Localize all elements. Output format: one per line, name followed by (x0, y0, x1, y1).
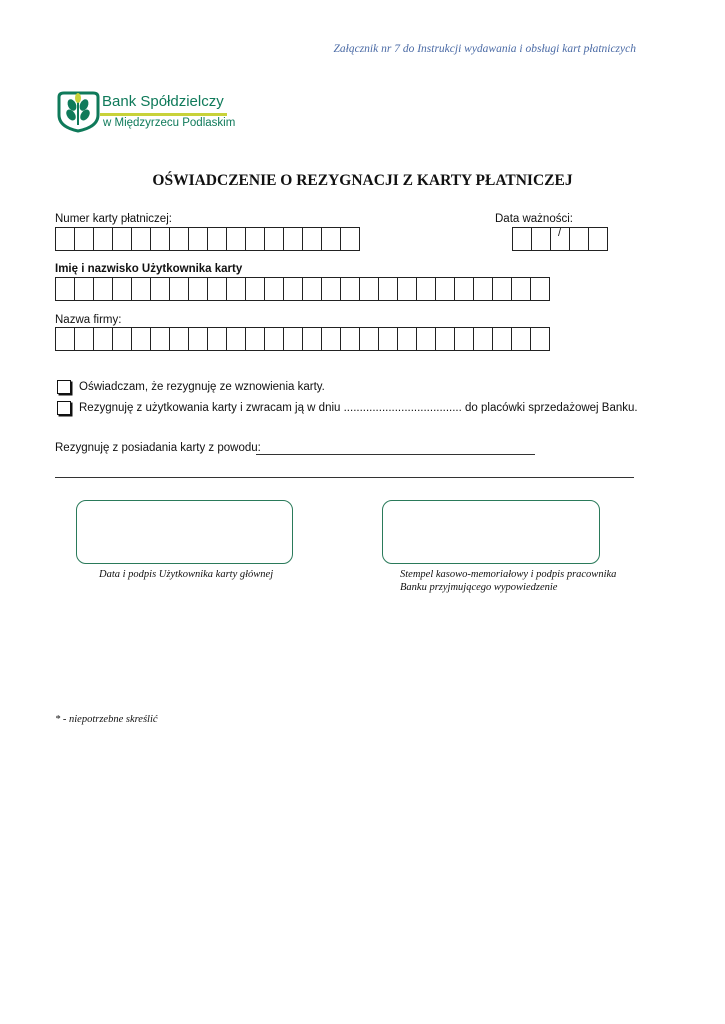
input-cell[interactable] (530, 277, 550, 301)
input-cell[interactable] (93, 277, 113, 301)
input-cell[interactable] (207, 277, 227, 301)
input-cell[interactable] (245, 327, 265, 351)
input-cell[interactable] (150, 277, 170, 301)
company-name-field[interactable] (55, 327, 549, 351)
input-cell[interactable] (530, 327, 550, 351)
input-cell[interactable] (550, 227, 570, 251)
input-cell[interactable] (473, 327, 493, 351)
footnote: * - niepotrzebne skreślić (55, 714, 158, 725)
input-cell[interactable] (302, 277, 322, 301)
input-cell[interactable] (397, 327, 417, 351)
input-cell[interactable] (340, 327, 360, 351)
input-cell[interactable] (264, 277, 284, 301)
option-no-renewal[interactable] (57, 380, 325, 394)
bank-city: w Międzyrzecu Podlaskim (103, 117, 236, 129)
input-cell[interactable] (416, 327, 436, 351)
input-cell[interactable] (378, 277, 398, 301)
input-cell[interactable] (93, 227, 113, 251)
input-cell[interactable] (55, 227, 75, 251)
expiry-label: Data ważności: (495, 213, 573, 225)
input-cell[interactable] (321, 277, 341, 301)
input-cell[interactable] (492, 327, 512, 351)
checkbox-icon[interactable] (57, 380, 71, 394)
input-cell[interactable] (55, 327, 75, 351)
bank-stamp-box[interactable] (382, 500, 600, 564)
input-cell[interactable] (569, 227, 589, 251)
input-cell[interactable] (302, 227, 322, 251)
reason-line-2[interactable] (55, 477, 634, 478)
reason-label: Rezygnuję z posiadania karty z powodu: (55, 442, 261, 454)
company-name-label: Nazwa firmy: (55, 314, 122, 326)
input-cell[interactable] (283, 327, 303, 351)
input-cell[interactable] (283, 277, 303, 301)
input-cell[interactable] (245, 277, 265, 301)
input-cell[interactable] (112, 227, 132, 251)
input-cell[interactable] (283, 227, 303, 251)
input-cell[interactable] (340, 227, 360, 251)
input-cell[interactable] (340, 277, 360, 301)
input-cell[interactable] (416, 277, 436, 301)
input-cell[interactable] (378, 327, 398, 351)
input-cell[interactable] (359, 327, 379, 351)
input-cell[interactable] (188, 327, 208, 351)
input-cell[interactable] (74, 227, 94, 251)
input-cell[interactable] (112, 327, 132, 351)
input-cell[interactable] (74, 327, 94, 351)
input-cell[interactable] (226, 277, 246, 301)
card-number-field[interactable] (55, 227, 359, 251)
input-cell[interactable] (397, 277, 417, 301)
input-cell[interactable] (131, 227, 151, 251)
input-cell[interactable] (226, 227, 246, 251)
input-cell[interactable] (264, 327, 284, 351)
input-cell[interactable] (150, 227, 170, 251)
logo-divider (100, 113, 227, 116)
checkbox-icon[interactable] (57, 401, 71, 415)
reason-line-1[interactable] (256, 454, 535, 455)
input-cell[interactable] (321, 227, 341, 251)
option-no-renewal-text: Oświadczam, że rezygnuję ze wznowienia karty. (79, 381, 325, 393)
input-cell[interactable] (302, 327, 322, 351)
user-signature-caption: Data i podpis Użytkownika karty głównej (99, 569, 274, 580)
input-cell[interactable] (588, 227, 608, 251)
input-cell[interactable] (169, 227, 189, 251)
input-cell[interactable] (245, 227, 265, 251)
input-cell[interactable] (454, 327, 474, 351)
input-cell[interactable] (435, 327, 455, 351)
attachment-note: Załącznik nr 7 do Instrukcji wydawania i obsługi kart płatniczych (333, 43, 636, 55)
input-cell[interactable] (169, 277, 189, 301)
input-cell[interactable] (511, 327, 531, 351)
input-cell[interactable] (169, 327, 189, 351)
expiry-field[interactable] (512, 227, 607, 251)
input-cell[interactable] (454, 277, 474, 301)
input-cell[interactable] (359, 277, 379, 301)
input-cell[interactable] (207, 227, 227, 251)
input-cell[interactable] (511, 277, 531, 301)
input-cell[interactable] (492, 277, 512, 301)
input-cell[interactable] (207, 327, 227, 351)
input-cell[interactable] (188, 277, 208, 301)
input-cell[interactable] (321, 327, 341, 351)
input-cell[interactable] (188, 227, 208, 251)
input-cell[interactable] (264, 227, 284, 251)
input-cell[interactable] (512, 227, 532, 251)
holder-name-label: Imię i nazwisko Użytkownika karty (55, 263, 243, 275)
input-cell[interactable] (112, 277, 132, 301)
document-title: OŚWIADCZENIE O REZYGNACJI Z KARTY PŁATNICZEJ (152, 172, 573, 189)
option-return-card-text: Rezygnuję z użytkowania karty i zwracam ją w dniu ..................................... do placówki sprzedażowej Banku. (79, 402, 638, 414)
card-number-label: Numer karty płatniczej: (55, 213, 172, 225)
input-cell[interactable] (226, 327, 246, 351)
input-cell[interactable] (55, 277, 75, 301)
input-cell[interactable] (131, 327, 151, 351)
input-cell[interactable] (473, 277, 493, 301)
input-cell[interactable] (435, 277, 455, 301)
bank-name: Bank Spółdzielczy (102, 93, 224, 110)
option-return-card[interactable] (57, 401, 638, 415)
input-cell[interactable] (74, 277, 94, 301)
holder-name-field[interactable] (55, 277, 549, 301)
input-cell[interactable] (150, 327, 170, 351)
input-cell[interactable] (131, 277, 151, 301)
user-signature-box[interactable] (76, 500, 293, 564)
input-cell[interactable] (93, 327, 113, 351)
bank-stamp-caption: Stempel kasowo-memoriałowy i podpis pracownika Banku przyjmującego wypowiedzenie (400, 569, 617, 593)
input-cell[interactable] (531, 227, 551, 251)
